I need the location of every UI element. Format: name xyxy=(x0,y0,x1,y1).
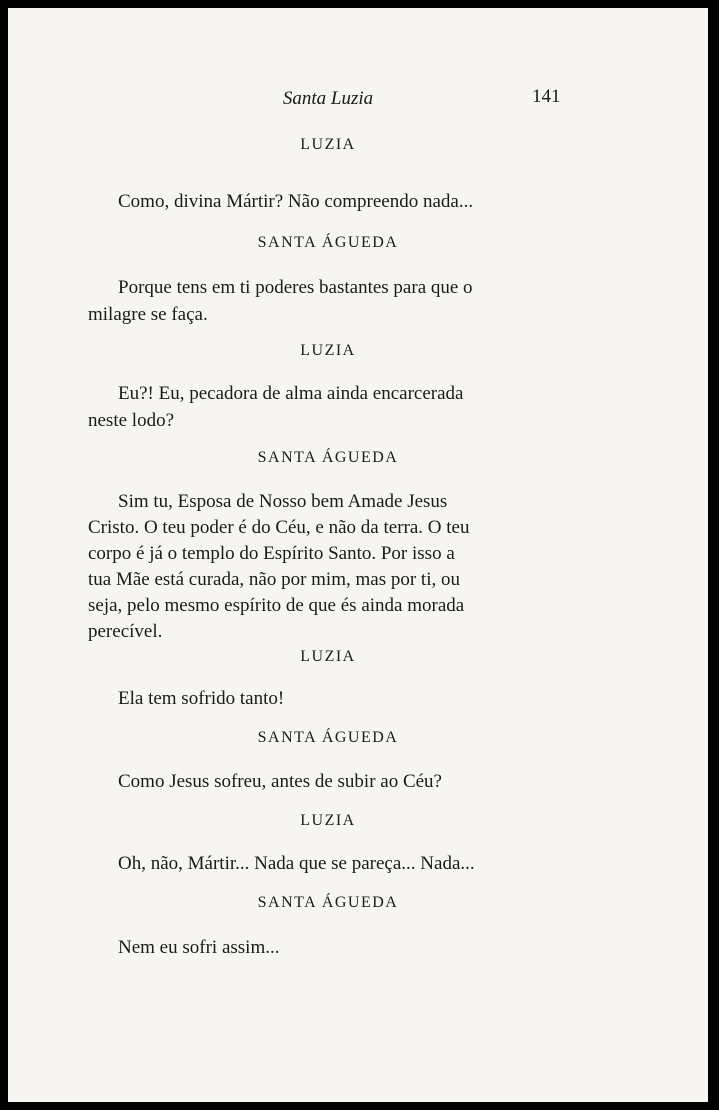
dialogue-line: Porque tens em ti poderes bastantes para que o xyxy=(118,277,473,298)
speaker-name: SANTA ÁGUEDA xyxy=(257,234,399,251)
dialogue-line: Sim tu, Esposa de Nosso bem Amade Jesus xyxy=(118,491,448,512)
dialogue-line: seja, pelo mesmo espírito de que és ainda morada xyxy=(88,595,465,616)
dialogue-line: tua Mãe está curada, não por mim, mas por ti, ou xyxy=(88,569,460,590)
speaker-name: SANTA ÁGUEDA xyxy=(257,449,399,466)
speaker-name: LUZIA xyxy=(300,648,356,665)
running-title: Santa Luzia xyxy=(282,88,374,109)
speaker-name: LUZIA xyxy=(300,812,356,829)
speaker-name: LUZIA xyxy=(300,136,356,153)
dialogue-line: Nem eu sofri assim... xyxy=(118,937,280,958)
page-number: 141 xyxy=(532,86,561,107)
dialogue-line: Cristo. O teu poder é do Céu, e não da terra. O teu xyxy=(88,517,470,538)
dialogue-line: Oh, não, Mártir... Nada que se pareça... Nada... xyxy=(118,853,475,874)
dialogue-line: perecível. xyxy=(88,621,163,642)
dialogue-line: Eu?! Eu, pecadora de alma ainda encarcerada xyxy=(118,383,464,404)
dialogue-line: Como, divina Mártir? Não compreendo nada... xyxy=(118,191,474,212)
dialogue-line: neste lodo? xyxy=(88,410,175,431)
dialogue-line: Como Jesus sofreu, antes de subir ao Céu? xyxy=(118,771,442,792)
dialogue-line: Ela tem sofrido tanto! xyxy=(118,688,285,709)
dialogue-line: milagre se faça. xyxy=(88,304,208,325)
speaker-name: SANTA ÁGUEDA xyxy=(257,729,399,746)
speaker-name: SANTA ÁGUEDA xyxy=(257,894,399,911)
dialogue-line: corpo é já o templo do Espírito Santo. Por isso a xyxy=(88,543,455,564)
speaker-name: LUZIA xyxy=(300,342,356,359)
book-page xyxy=(8,8,708,1102)
